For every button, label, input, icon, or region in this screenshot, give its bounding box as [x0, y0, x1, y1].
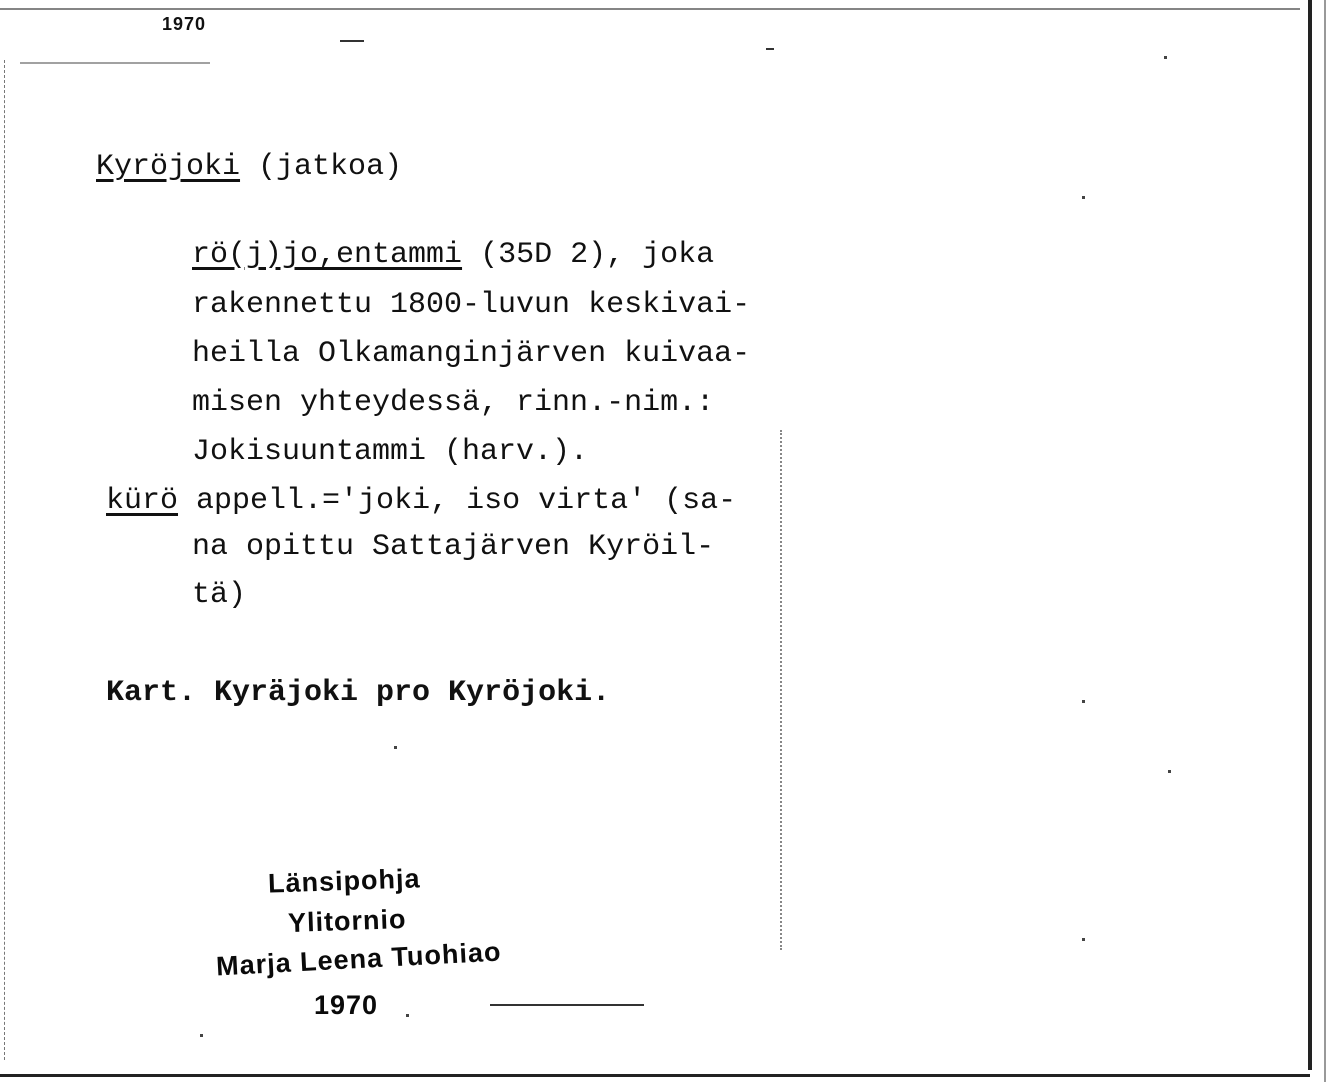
entry1-term: rö(j)jo,entammi [192, 238, 463, 272]
scan-speck [200, 1034, 203, 1037]
entry1-line-4: Jokisuuntammi (harv.). [192, 435, 589, 469]
entry1-line-2: heilla Olkamanginjärven kuivaa- [192, 337, 751, 371]
entry2-line-1: na opittu Sattajärven Kyröil- [192, 530, 715, 564]
scan-speck [1168, 770, 1171, 773]
entry2-first-line [106, 484, 736, 518]
scan-speck [1082, 700, 1085, 703]
scan-speck [1164, 56, 1167, 59]
card-right-shadow [1324, 0, 1326, 1082]
stamp-line-2: Ylitornio [287, 903, 407, 939]
heading-note: (jatkoa) [258, 150, 403, 184]
card-right-edge [1308, 0, 1312, 1070]
scan-dash [490, 1004, 644, 1006]
scan-speck [1082, 938, 1085, 941]
entry2-first-text: appell.='joki, iso virta' (sa- [196, 484, 737, 518]
stamp-line-1: Länsipohja [267, 863, 421, 899]
paper-crease [780, 430, 782, 950]
entry2-line-2: tä) [192, 578, 247, 612]
card-heading [96, 150, 402, 184]
kart-line: Kart. Kyräjoki pro Kyröjoki. [106, 676, 611, 710]
card-left-edge [4, 60, 6, 1060]
card-top-mark [20, 62, 210, 64]
top-year-stamp: 1970 [162, 14, 207, 34]
stamp-line-3: Marja Leena Tuohiao [215, 936, 503, 982]
stamp-line-4: 1970 [314, 990, 379, 1020]
entry1-line-1: rakennettu 1800-luvun keskivai- [192, 288, 751, 322]
card-bottom-edge [0, 1074, 1310, 1077]
card-top-edge [0, 8, 1300, 10]
entry1-first-line [192, 238, 714, 272]
entry1-line-3: misen yhteydessä, rinn.-nim.: [192, 386, 715, 420]
scan-speck [1082, 196, 1085, 199]
scan-dash [340, 40, 364, 42]
entry1-ref: (35D 2), joka [480, 238, 715, 272]
scan-dash [766, 48, 774, 50]
scan-speck [406, 1014, 409, 1017]
scan-speck [394, 746, 397, 749]
heading-word: Kyröjoki [96, 150, 241, 184]
entry2-term: kürö [106, 484, 179, 518]
